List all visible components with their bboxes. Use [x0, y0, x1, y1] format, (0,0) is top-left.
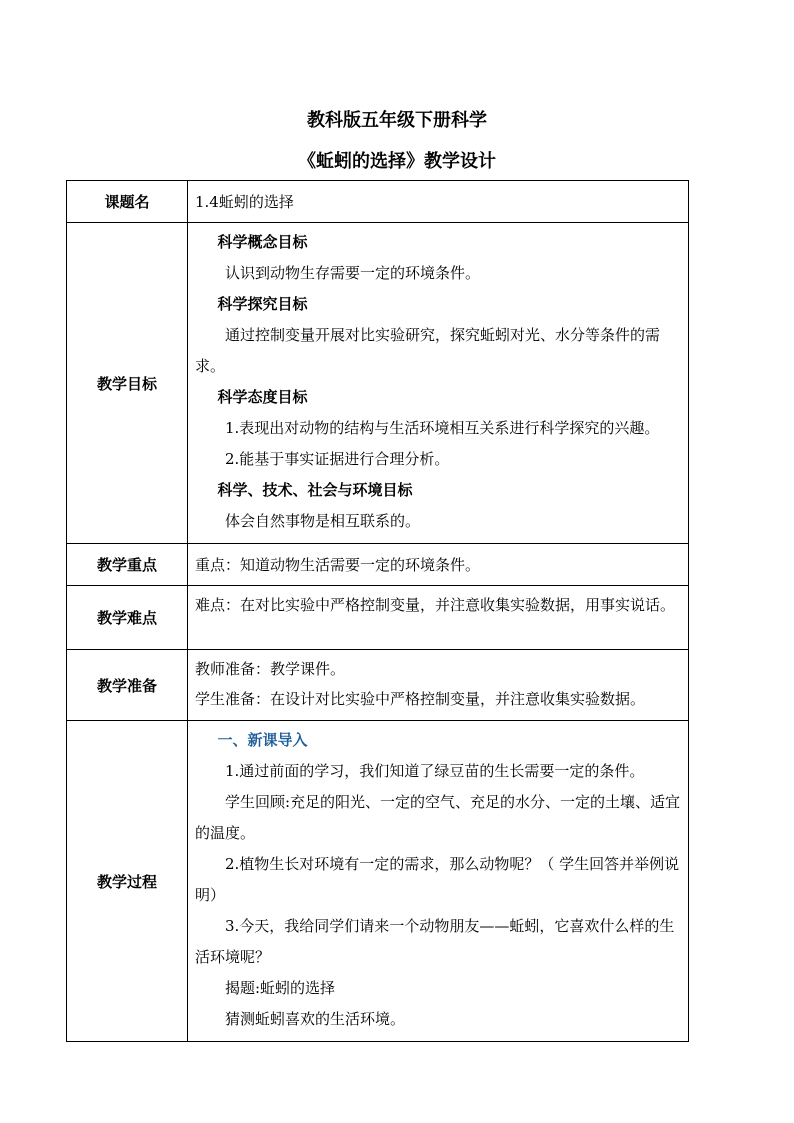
intro-section-heading: 一、新课导入	[217, 731, 308, 749]
process-label: 教学过程	[67, 721, 188, 1042]
key-points-value: 重点：知道动物生活需要一定的环境条件。	[188, 544, 689, 586]
student-preparation: 学生准备：在设计对比实验中严格控制变量，并注意收集实验数据。	[195, 690, 646, 708]
table-row-goals	[67, 223, 689, 544]
preparation-label: 教学准备	[67, 650, 188, 721]
table-row-process	[67, 721, 689, 1042]
table-row-difficulties	[67, 586, 689, 650]
inquiry-goal-text: 通过控制变量开展对比实验研究，探究蚯蚓对光、水分等条件的需求。	[195, 326, 661, 375]
document-subtitle: 《蚯蚓的选择》教学设计	[298, 151, 496, 172]
table-row-preparation	[67, 650, 689, 721]
attitude-goal-item-2: 2.能基于事实证据进行合理分析。	[225, 450, 450, 468]
process-paragraph-2: 学生回顾:充足的阳光、一定的空气、充足的水分、一定的土壤、适宜的温度。	[195, 793, 681, 842]
attitude-goal-heading: 科学态度目标	[217, 388, 308, 406]
goals-label: 教学目标	[67, 223, 188, 544]
stse-goal-heading: 科学、技术、社会与环境目标	[217, 481, 413, 499]
lesson-plan-table	[66, 180, 689, 1042]
difficulties-value: 难点：在对比实验中严格控制变量，并注意收集实验数据，用事实说话。	[195, 596, 676, 614]
process-paragraph-4: 3.今天，我给同学们请来一个动物朋友——蚯蚓，它喜欢什么样的生活环境呢？	[195, 917, 675, 966]
topic-label: 课题名	[67, 181, 188, 223]
process-content	[188, 721, 689, 1042]
process-paragraph-5: 揭题:蚯蚓的选择	[225, 979, 336, 997]
difficulties-content	[188, 586, 689, 650]
process-paragraph-6: 猜测蚯蚓喜欢的生活环境。	[225, 1010, 406, 1028]
concept-goal-text: 认识到动物生存需要一定的环境条件。	[225, 264, 481, 282]
concept-goal-heading: 科学概念目标	[217, 233, 308, 251]
table-row-key-points	[67, 544, 689, 586]
key-points-label: 教学重点	[67, 544, 188, 586]
document-title: 教科版五年级下册科学	[307, 110, 487, 131]
difficulties-label: 教学难点	[67, 586, 188, 650]
teacher-preparation: 教师准备：教学课件。	[195, 660, 346, 678]
table-row-topic	[67, 181, 689, 223]
inquiry-goal-heading: 科学探究目标	[217, 295, 308, 313]
attitude-goal-item-1: 1.表现出对动物的结构与生活环境相互关系进行科学探究的兴趣。	[225, 419, 660, 437]
topic-value: 1.4蚯蚓的选择	[188, 181, 689, 223]
stse-goal-text: 体会自然事物是相互联系的。	[225, 512, 421, 530]
preparation-content	[188, 650, 689, 721]
process-paragraph-3: 2.植物生长对环境有一定的需求，那么动物呢？（ 学生回答并举例说明）	[195, 855, 680, 904]
goals-content	[188, 223, 689, 544]
process-paragraph-1: 1.通过前面的学习，我们知道了绿豆苗的生长需要一定的条件。	[225, 762, 645, 780]
